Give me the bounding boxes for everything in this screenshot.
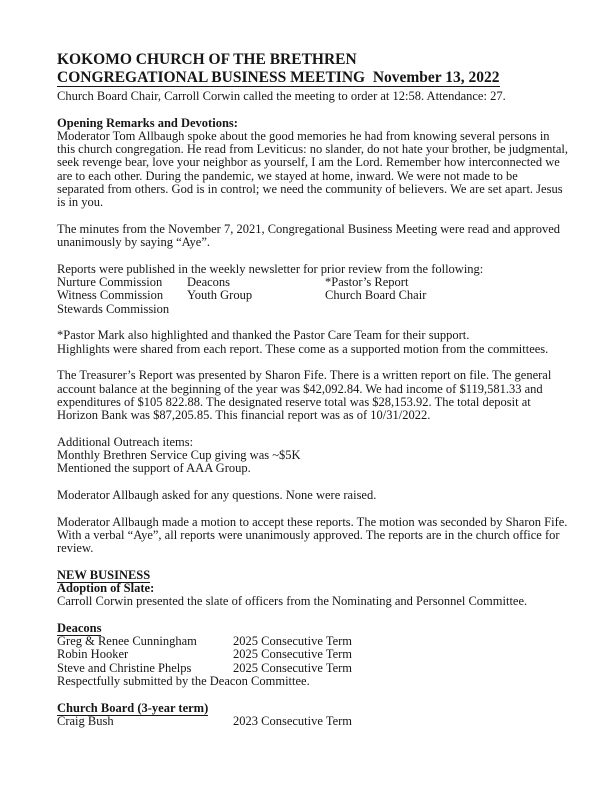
report-item: Youth Group [187,288,253,303]
title-line-2 [57,69,568,87]
outreach-line: Mentioned the support of AAA Group. [57,461,251,476]
deacons-section [57,622,568,688]
reports-intro: Reports were published in the weekly newsletter for prior review from the following: [57,261,484,276]
report-item [187,303,325,316]
document-content [57,51,568,742]
opening-remarks-section [57,117,568,210]
board-member-term: 2023 Consecutive Term [233,713,353,728]
motion-paragraph: Moderator Allbaugh made a motion to accept these reports. The motion was seconded by Sharon Fife. With a verbal “Aye”, all reports were unanimously approved. The reports are in the church office for review. [57,514,568,556]
report-item: Nurture Commission [57,275,163,290]
highlights-note-line: Highlights were shared from each report. These come as a supported motion from the committees. [57,341,549,356]
adoption-of-slate-heading: Adoption of Slate: [57,580,155,595]
deacon-name: Steve and Christine Phelps [57,660,192,675]
table-row [57,715,568,728]
adoption-of-slate-body: Carroll Corwin presented the slate of officers from the Nominating and Personnel Committee. [57,594,528,609]
new-business-section [57,569,568,609]
report-item: Deacons [187,275,231,290]
church-board-heading [57,702,568,715]
report-item: *Pastor’s Report [325,275,409,290]
table-row [57,648,568,661]
table-row [57,662,568,675]
reports-section [57,263,568,316]
pastor-note-line: *Pastor Mark also highlighted and thanked the Pastor Care Team for their support. [57,328,470,343]
deacon-name: Robin Hooker [57,647,129,662]
report-item [325,303,568,316]
deacon-name: Greg & Renee Cunningham [57,634,197,649]
document-title [57,51,568,86]
title-line-2-text: CONGREGATIONAL BUSINESS MEETING November 13, 2022 [57,68,500,86]
church-board-heading-text: Church Board (3-year term) [57,700,209,715]
treasurer-report-paragraph: The Treasurer’s Report was presented by Sharon Fife. There is a written report on file. The general account balance at the beginning of the year was $42,092.84. We had income of $119,581.33 and expenditures of $105 822.88. The designated reserve total was $28,153.92. The total deposit at Horizon Bank was $87,205.85. This financial report was as of 10/31/2022. [57,368,552,423]
minutes-approval-paragraph: The minutes from the November 7, 2021, Congregational Business Meeting were read and approved unanimously by saying “Aye”. [57,221,560,250]
report-item: Church Board Chair [325,288,427,303]
pastor-note-section [57,329,568,356]
reports-grid-row [57,303,568,316]
questions-paragraph: Moderator Allbaugh asked for any questions. None were raised. [57,487,377,502]
outreach-line: Monthly Brethren Service Cup giving was ~$5K [57,448,301,463]
table-row [57,635,568,648]
call-to-order-paragraph: Church Board Chair, Carroll Corwin called the meeting to order at 12:58. Attendance: 27. [57,89,506,103]
opening-remarks-body: Moderator Tom Allbaugh spoke about the good memories he had from knowing several persons in this church congregation. He read from Leviticus: no slander, do not hate your brother, be judgmental, seek revenge bear, love your neighbor as yourself, I am the Lord. Remember how interconnected we are to each other. During the pandemic, we stayed at home, inward. We were not made to be separated from others. God is in control; we need the community of believers. We are set apart. Jesus is in you. [57,128,568,210]
deacons-heading [57,622,568,635]
deacons-footer: Respectfully submitted by the Deacon Committee. [57,674,310,689]
church-board-section [57,702,568,729]
title-line-1 [57,51,568,69]
deacon-term: 2025 Consecutive Term [233,647,353,662]
report-item: Witness Commission [57,288,164,303]
new-business-heading-text: NEW BUSINESS [57,567,151,582]
title-line-1-text: KOKOMO CHURCH OF THE BRETHREN [57,51,357,68]
board-member-name: Craig Bush [57,713,114,728]
deacon-term: 2025 Consecutive Term [233,660,353,675]
reports-grid-row [57,276,568,289]
reports-grid-row [57,289,568,302]
deacons-heading-text: Deacons [57,620,102,635]
opening-remarks-heading: Opening Remarks and Devotions: [57,115,238,130]
report-item: Stewards Commission [57,301,170,316]
outreach-heading: Additional Outreach items: [57,434,194,449]
deacon-term: 2025 Consecutive Term [233,634,353,649]
outreach-section [57,436,568,476]
new-business-heading [57,569,568,582]
